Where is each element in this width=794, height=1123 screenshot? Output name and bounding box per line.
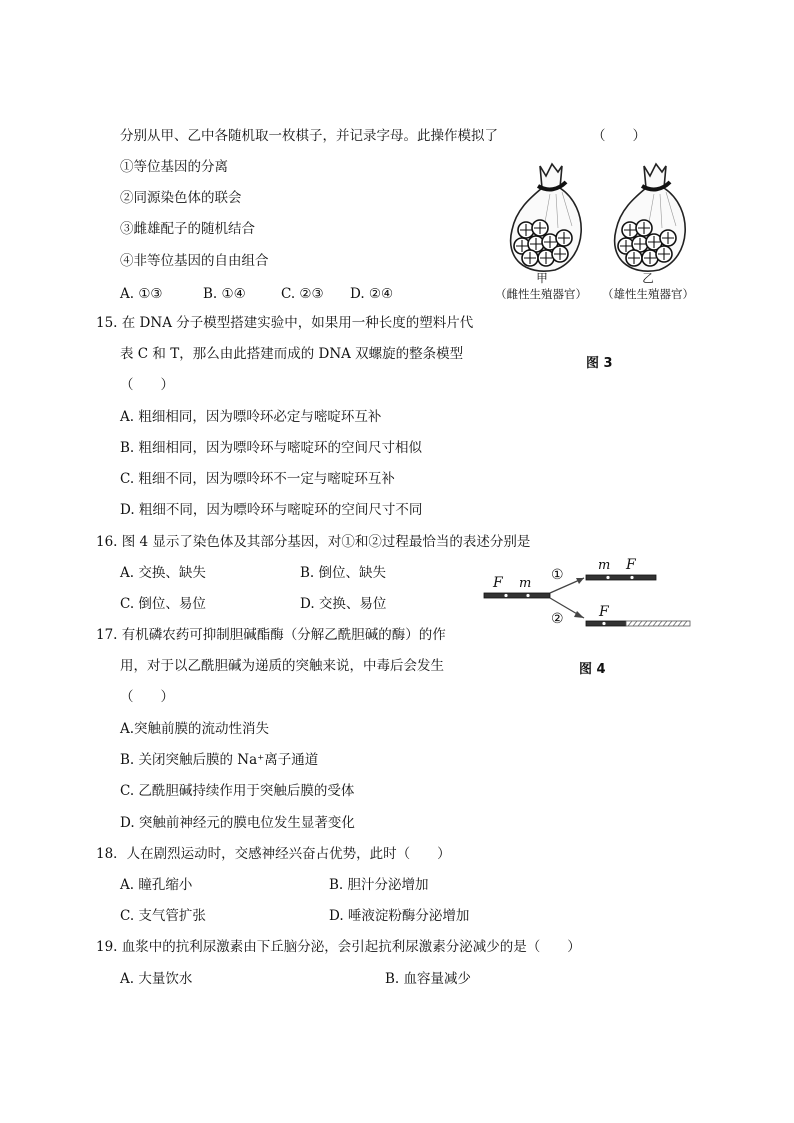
figure-3-bags bbox=[500, 158, 700, 288]
q15-option-b: B. 粗细相同，因为嘌呤环与嘧啶环的空间尺寸相似 bbox=[120, 440, 423, 456]
q15-option-a: A. 粗细相同，因为嘌呤环必定与嘧啶环互补 bbox=[120, 409, 382, 425]
q17-stem-line1: 17. 有机磷农药可抑制胆碱酯酶（分解乙酰胆碱的酶）的作 bbox=[96, 627, 446, 643]
figure-3-caption: 图 3 bbox=[586, 356, 613, 371]
q17-option-d: D. 突触前神经元的膜电位发生显著变化 bbox=[120, 815, 355, 831]
chromosome-after-step-1 bbox=[586, 575, 656, 580]
q18-option-b: B. 胆汁分泌增加 bbox=[329, 877, 429, 893]
q16-stem: 16. 图 4 显示了染色体及其部分基因，对①和②过程最恰当的表述分别是 bbox=[96, 534, 531, 550]
q14-item-4: ④非等位基因的自由组合 bbox=[120, 253, 269, 269]
bag-left-icon bbox=[511, 164, 582, 271]
q18-stem: 18．人在剧烈运动时，交感神经兴奋占优势，此时（ ） bbox=[96, 846, 451, 862]
q17-option-c: C. 乙酰胆碱持续作用于突触后膜的受体 bbox=[120, 783, 355, 799]
q19-option-b: B. 血容量减少 bbox=[385, 971, 472, 987]
q14-option-b: B. ①④ bbox=[203, 286, 246, 302]
q15-option-c: C. 粗细不同，因为嘌呤环不一定与嘧啶环互补 bbox=[120, 471, 395, 487]
chromosome-after-step-2 bbox=[586, 621, 690, 626]
q16-option-d: D. 交换、易位 bbox=[300, 596, 387, 612]
bag-right-name: 乙 bbox=[642, 271, 654, 285]
q14-item-1: ①等位基因的分离 bbox=[120, 159, 228, 175]
gene-m-label-step1: m bbox=[598, 558, 611, 573]
q15-option-d: D. 粗细不同，因为嘌呤环与嘧啶环的空间尺寸不同 bbox=[120, 502, 423, 518]
figure-4-chromosome-diagram bbox=[480, 560, 695, 635]
q19-option-a: A. 大量饮水 bbox=[120, 971, 193, 987]
q19-stem: 19. 血浆中的抗利尿激素由下丘脑分泌，会引起抗利尿激素分泌减少的是（ ） bbox=[96, 939, 581, 955]
q14-item-3: ③雌雄配子的随机结合 bbox=[120, 221, 255, 237]
q17-answer-paren: （ ） bbox=[120, 689, 174, 705]
bag-left-desc: （雌性生殖器官） bbox=[495, 287, 587, 301]
q18-option-d: D. 唾液淀粉酶分泌增加 bbox=[329, 908, 470, 924]
q15-stem-line2: 表 C 和 T，那么由此搭建而成的 DNA 双螺旋的整条模型 bbox=[120, 346, 464, 362]
q16-option-c: C. 倒位、易位 bbox=[120, 596, 206, 612]
q17-stem-line2: 用，对于以乙酰胆碱为递质的突触来说，中毒后会发生 bbox=[120, 658, 444, 674]
q14-option-c: C. ②③ bbox=[281, 286, 324, 302]
step-1-label: ① bbox=[551, 567, 564, 583]
q16-option-a: A. 交换、缺失 bbox=[120, 565, 206, 581]
q17-option-a: A.突触前膜的流动性消失 bbox=[120, 721, 270, 737]
gene-f-label-original: F bbox=[493, 575, 503, 591]
q18-option-a: A. 瞳孔缩小 bbox=[120, 877, 193, 893]
figure-4-caption: 图 4 bbox=[579, 662, 606, 677]
q16-option-b: B. 倒位、缺失 bbox=[300, 565, 387, 581]
gene-f-label-step2: F bbox=[599, 604, 609, 620]
q14-answer-paren: （ ） bbox=[592, 128, 646, 144]
q15-stem-line1: 15. 在 DNA 分子模型搭建实验中，如果用一种长度的塑料片代 bbox=[96, 315, 474, 331]
bag-right-desc: （雄性生殖器官） bbox=[602, 287, 694, 301]
q15-answer-paren: （ ） bbox=[120, 377, 174, 393]
bag-right-icon bbox=[615, 164, 686, 271]
q14-option-d: D. ②④ bbox=[350, 286, 394, 302]
q14-option-a: A. ①③ bbox=[120, 286, 163, 302]
original-chromosome bbox=[484, 593, 550, 598]
q17-option-b: B. 关闭突触后膜的 Na⁺离子通道 bbox=[120, 752, 319, 768]
q14-stem: 分别从甲、乙中各随机取一枚棋子，并记录字母。此操作模拟了 bbox=[120, 128, 498, 144]
gene-m-label-original: m bbox=[519, 576, 532, 591]
gene-f-label-step1: F bbox=[626, 557, 636, 573]
step-2-label: ② bbox=[551, 611, 564, 627]
q18-option-c: C. 支气管扩张 bbox=[120, 908, 206, 924]
bag-left-name: 甲 bbox=[536, 271, 548, 285]
q14-item-2: ②同源染色体的联会 bbox=[120, 190, 242, 206]
